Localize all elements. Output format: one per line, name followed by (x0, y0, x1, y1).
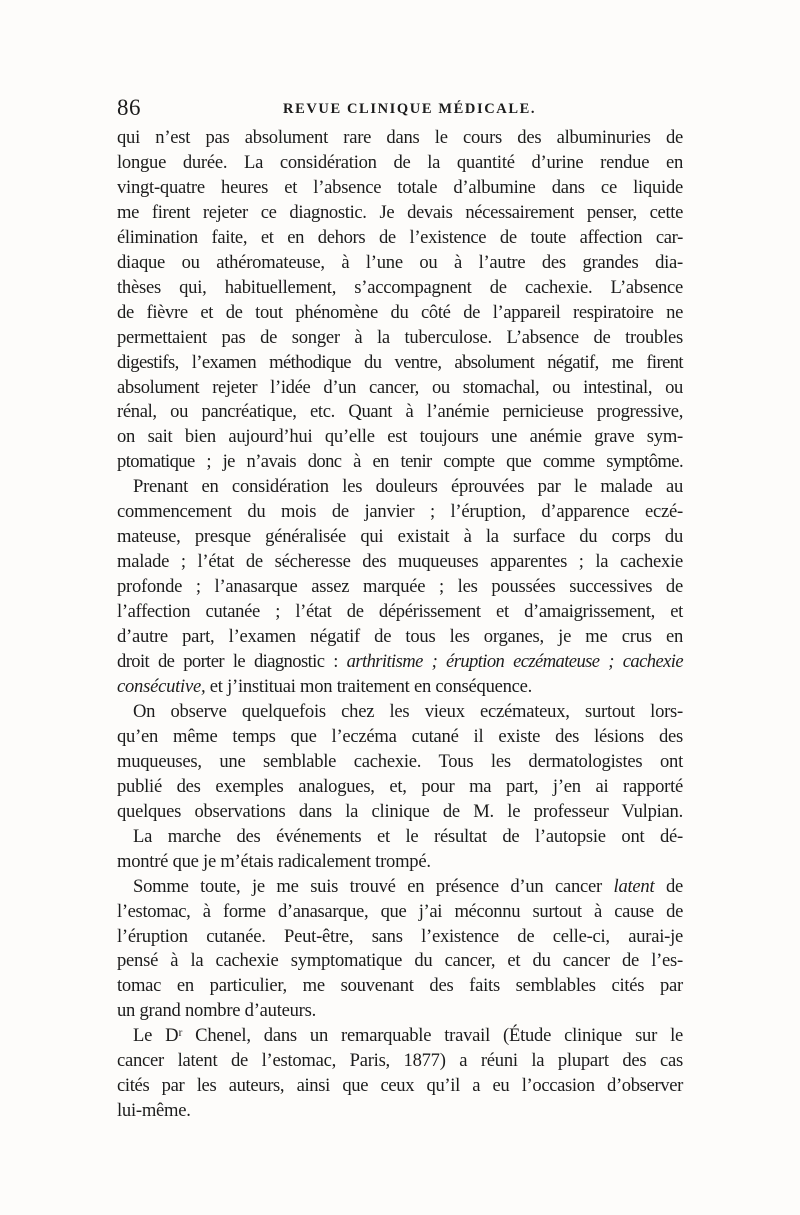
text-line: l’éruption cutanée. Peut-être, sans l’existence de celle-ci, aurai-je (117, 925, 683, 947)
text-line: vingt-quatre heures et l’absence totale d’albumine dans ce liquide (117, 176, 683, 198)
text-line: on sait bien aujourd’hui qu’elle est toujours une anémie grave sym- (117, 426, 683, 448)
text-line: élimination faite, et en dehors de l’existence de toute affection car- (117, 226, 683, 248)
page-number: 86 (117, 95, 141, 120)
text-line: mateuse, presque généralisée qui existait à la surface du corps du (117, 526, 683, 548)
text-line: On observe quelquefois chez les vieux eczémateux, surtout lors- (133, 700, 683, 722)
text-line: digestifs, l’examen méthodique du ventre, absolument négatif, me firent (117, 351, 683, 373)
text-line: rénal, ou pancréatique, etc. Quant à l’anémie pernicieuse progressive, (117, 401, 683, 423)
text-line: Prenant en considération les douleurs éprouvées par le malade au (133, 476, 683, 498)
paragraph-4 (117, 825, 683, 875)
text-line: ptomatique ; je n’avais donc à en tenir compte que comme symptôme. (117, 451, 683, 473)
text-line: d’autre part, l’examen négatif de tous les organes, je me crus en (117, 626, 683, 648)
text-run: Somme toute, je me suis trouvé en présence d’un cancer (133, 875, 614, 897)
paragraph-5 (117, 875, 683, 1025)
text-line: montré que je m’étais radicalement trompé. (117, 850, 431, 872)
text-line: diaque ou athéromateuse, à l’une ou à l’autre des grandes dia- (117, 251, 683, 273)
text-line: permettaient pas de songer à la tuberculose. L’absence de troubles (117, 326, 683, 348)
text-line: pensé à la cachexie symptomatique du cancer, et du cancer de l’es- (117, 950, 683, 972)
page-header (117, 93, 684, 127)
italic-latent: latent (613, 875, 655, 897)
paragraph-1 (117, 126, 683, 475)
text-line: de fièvre et de tout phénomène du côté de l’appareil respiratoire ne (117, 301, 683, 323)
text-line: longue durée. La considération de la quantité d’urine rendue en (117, 151, 683, 173)
text-line: Le Dʳ Chenel, dans un remarquable travail (Étude clinique sur le (133, 1025, 683, 1047)
text-line: lui-même. (117, 1100, 191, 1122)
diagnosis-italic: consécutive, (117, 675, 206, 697)
text-line: absolument rejeter l’idée d’un cancer, ou stomachal, ou intestinal, ou (117, 376, 683, 398)
text-line: me firent rejeter ce diagnostic. Je devais nécessairement penser, cette (117, 201, 683, 223)
text-run: de (654, 875, 683, 897)
text-line: qu’en même temps que l’eczéma cutané il existe des lésions des (117, 725, 683, 747)
text-line: quelques observations dans la clinique de M. le professeur Vulpian. (117, 800, 683, 822)
paragraph-6 (117, 1024, 683, 1124)
diagnosis-tail: et j’instituai mon traitement en conséquence. (205, 675, 533, 697)
text-line (117, 675, 683, 700)
text-line: cités par les auteurs, ainsi que ceux qu’il a eu l’occasion d’observer (117, 1075, 683, 1097)
text-line: profonde ; l’anasarque assez marquée ; les poussées successives de (117, 576, 683, 598)
paragraph-3 (117, 700, 683, 825)
diagnosis-lead-in: droit de porter le diagnostic : (117, 651, 347, 673)
text-line: commencement du mois de janvier ; l’éruption, d’apparence eczé- (117, 501, 683, 523)
text-line: tomac en particulier, me souvenant des faits semblables cités par (117, 975, 683, 997)
text-line (117, 875, 683, 900)
text-line: qui n’est pas absolument rare dans le cours des albuminuries de (117, 127, 683, 148)
text-line: publié des exemples analogues, et, pour ma part, j’en ai rapporté (117, 775, 683, 797)
paragraph-2 (117, 475, 683, 700)
text-line: l’estomac, à forme d’anasarque, que j’ai méconnu surtout à cause de (117, 900, 683, 922)
text-line: malade ; l’état de sécheresse des muqueuses apparentes ; la cachexie (117, 551, 683, 573)
text-line: muqueuses, une semblable cachexie. Tous les dermatologistes ont (117, 750, 683, 772)
text-line: l’affection cutanée ; l’état de dépérissement et d’amaigrissement, et (117, 601, 683, 623)
body-text (117, 126, 683, 1124)
text-line: thèses qui, habituellement, s’accompagnent de cachexie. L’absence (117, 276, 683, 298)
running-head: REVUE CLINIQUE MÉDICALE. (283, 101, 537, 117)
text-line (117, 650, 683, 675)
text-line: cancer latent de l’estomac, Paris, 1877) a réuni la plupart des cas (117, 1050, 683, 1072)
text-line: un grand nombre d’auteurs. (117, 1000, 317, 1022)
diagnosis-italic: arthritisme ; éruption eczémateuse ; cachexie (346, 651, 683, 673)
text-line: La marche des événements et le résultat de l’autopsie ont dé- (133, 825, 683, 847)
